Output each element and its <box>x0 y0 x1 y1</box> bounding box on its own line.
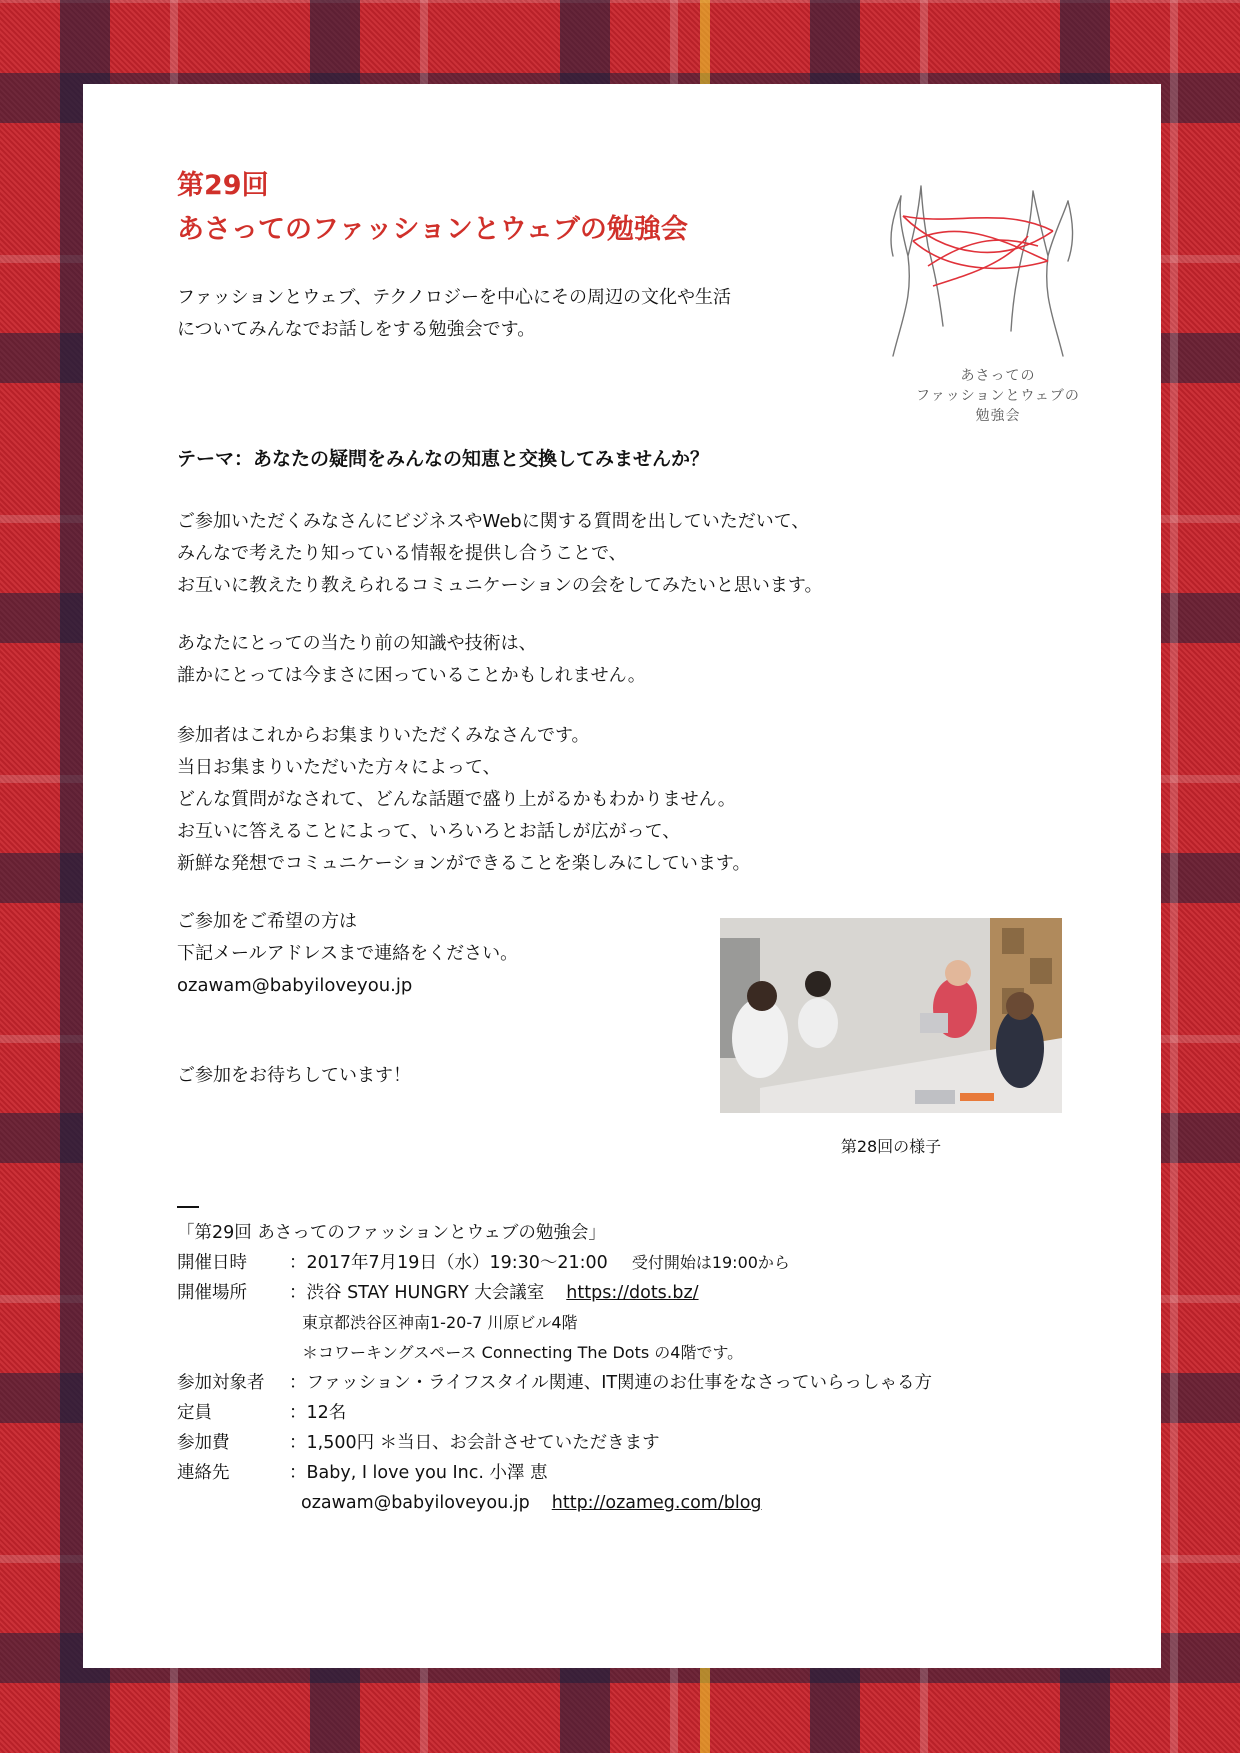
blog-link[interactable]: http://ozameg.com/blog <box>551 1493 762 1513</box>
para3-line-1: 参加者はこれからお集まりいただくみなさんです。 <box>177 725 590 746</box>
details-venue-row <box>177 1278 932 1308</box>
contact-label: 連絡先 <box>177 1463 230 1483</box>
paragraph-3 <box>177 720 750 880</box>
date-value: ：2017年7月19日（水）19:30〜21:00 <box>289 1253 608 1273</box>
logo-text-line-1: あさっての <box>960 368 1036 384</box>
fee-label: 参加費 <box>177 1433 230 1453</box>
para1-line-3: お互いに教えたり教えられるコミュニケーションの会をしてみたいと思います。 <box>177 575 823 596</box>
para3-line-5: 新鮮な発想でコミュニケーションができることを楽しみにしています。 <box>177 853 751 874</box>
capacity-label: 定員 <box>177 1403 212 1423</box>
para3-line-3: どんな質問がなされて、どんな話題で盛り上がるかもわかりません。 <box>177 789 736 810</box>
details-date-row <box>177 1248 932 1278</box>
previous-meeting-photo <box>720 918 1062 1113</box>
para1-line-1: ご参加いただくみなさんにビジネスやWebに関する質問を出していただいて、 <box>177 511 810 532</box>
details-target-row <box>177 1368 932 1398</box>
para1-line-2: みんなで考えたり知っている情報を提供し合うことで、 <box>177 543 627 564</box>
target-value: ：ファッション・ライフスタイル関連、IT関連のお仕事をなさっていらっしゃる方 <box>289 1373 933 1393</box>
event-details <box>177 1218 932 1518</box>
date-note: 受付開始は19:00から <box>631 1253 790 1272</box>
cats-cradle-logo <box>873 156 1083 424</box>
logo-caption <box>873 366 1123 426</box>
venue-value: ：渋谷 STAY HUNGRY 大会議室 <box>289 1283 545 1303</box>
para3-line-2: 当日お集まりいただいた方々によって、 <box>177 757 501 778</box>
contact-line-2: 下記メールアドレスまで連絡をください。 <box>177 943 519 964</box>
title-line-1: 第29回 <box>177 170 269 201</box>
venue-link[interactable]: https://dots.bz/ <box>566 1283 699 1303</box>
contact-value: ：Baby, I love you Inc. 小澤 恵 <box>289 1463 548 1483</box>
date-label: 開催日時 <box>177 1253 247 1273</box>
intro-line-2: についてみんなでお話しをする勉強会です。 <box>177 319 536 340</box>
contact-email-link[interactable]: ozawam@babyiloveyou.jp <box>177 975 413 996</box>
event-title <box>177 164 688 252</box>
para3-line-4: お互いに答えることによって、いろいろとお話しが広がって、 <box>177 821 681 842</box>
contact-line-1: ご参加をご希望の方は <box>177 911 357 932</box>
photo-caption: 第28回の様子 <box>840 1137 942 1156</box>
para2-line-1: あなたにとっての当たり前の知識や技術は、 <box>177 633 537 654</box>
contact-paragraph <box>177 906 518 1002</box>
fee-value: ：1,500円 ＊当日、お会計させていただきます <box>289 1433 660 1453</box>
logo-text-line-2: ファッションとウェブの <box>916 388 1080 404</box>
capacity-value: ：12名 <box>289 1403 347 1423</box>
flyer-paper <box>83 84 1161 1668</box>
closing-text: ご参加をお待ちしています！ <box>177 1065 411 1086</box>
details-contact-row <box>177 1458 932 1488</box>
paragraph-2 <box>177 628 646 692</box>
target-label: 参加対象者 <box>177 1373 265 1393</box>
venue-address-note: ＊コワーキングスペース Connecting The Dots の4階です。 <box>302 1343 744 1362</box>
theme-heading: テーマ：あなたの疑問をみんなの知恵と交換してみませんか？ <box>177 448 710 470</box>
details-event-name: 「第29回 あさってのファッションとウェブの勉強会」 <box>177 1223 606 1243</box>
details-fee-row <box>177 1428 932 1458</box>
logo-text-line-3: 勉強会 <box>975 408 1021 424</box>
section-divider <box>177 1206 199 1208</box>
paragraph-1 <box>177 506 822 602</box>
venue-address: 東京都渋谷区神南1-20-7 川原ビル4階 <box>302 1313 578 1332</box>
details-capacity-row <box>177 1398 932 1428</box>
details-contact-links <box>177 1488 932 1518</box>
title-line-2: あさってのファッションとウェブの勉強会 <box>177 214 688 245</box>
contact-email[interactable]: ozawam@babyiloveyou.jp <box>301 1493 530 1513</box>
tartan-yellow-stripe-top <box>700 0 710 84</box>
hands-string-illustration <box>873 156 1083 366</box>
venue-label: 開催場所 <box>177 1283 247 1303</box>
para2-line-2: 誰かにとっては今まさに困っていることかもしれません。 <box>177 665 646 686</box>
intro-line-1: ファッションとウェブ、テクノロジーを中心にその周辺の文化や生活 <box>177 287 732 308</box>
intro-text <box>177 282 731 346</box>
tartan-yellow-stripe-bottom <box>700 1668 710 1753</box>
